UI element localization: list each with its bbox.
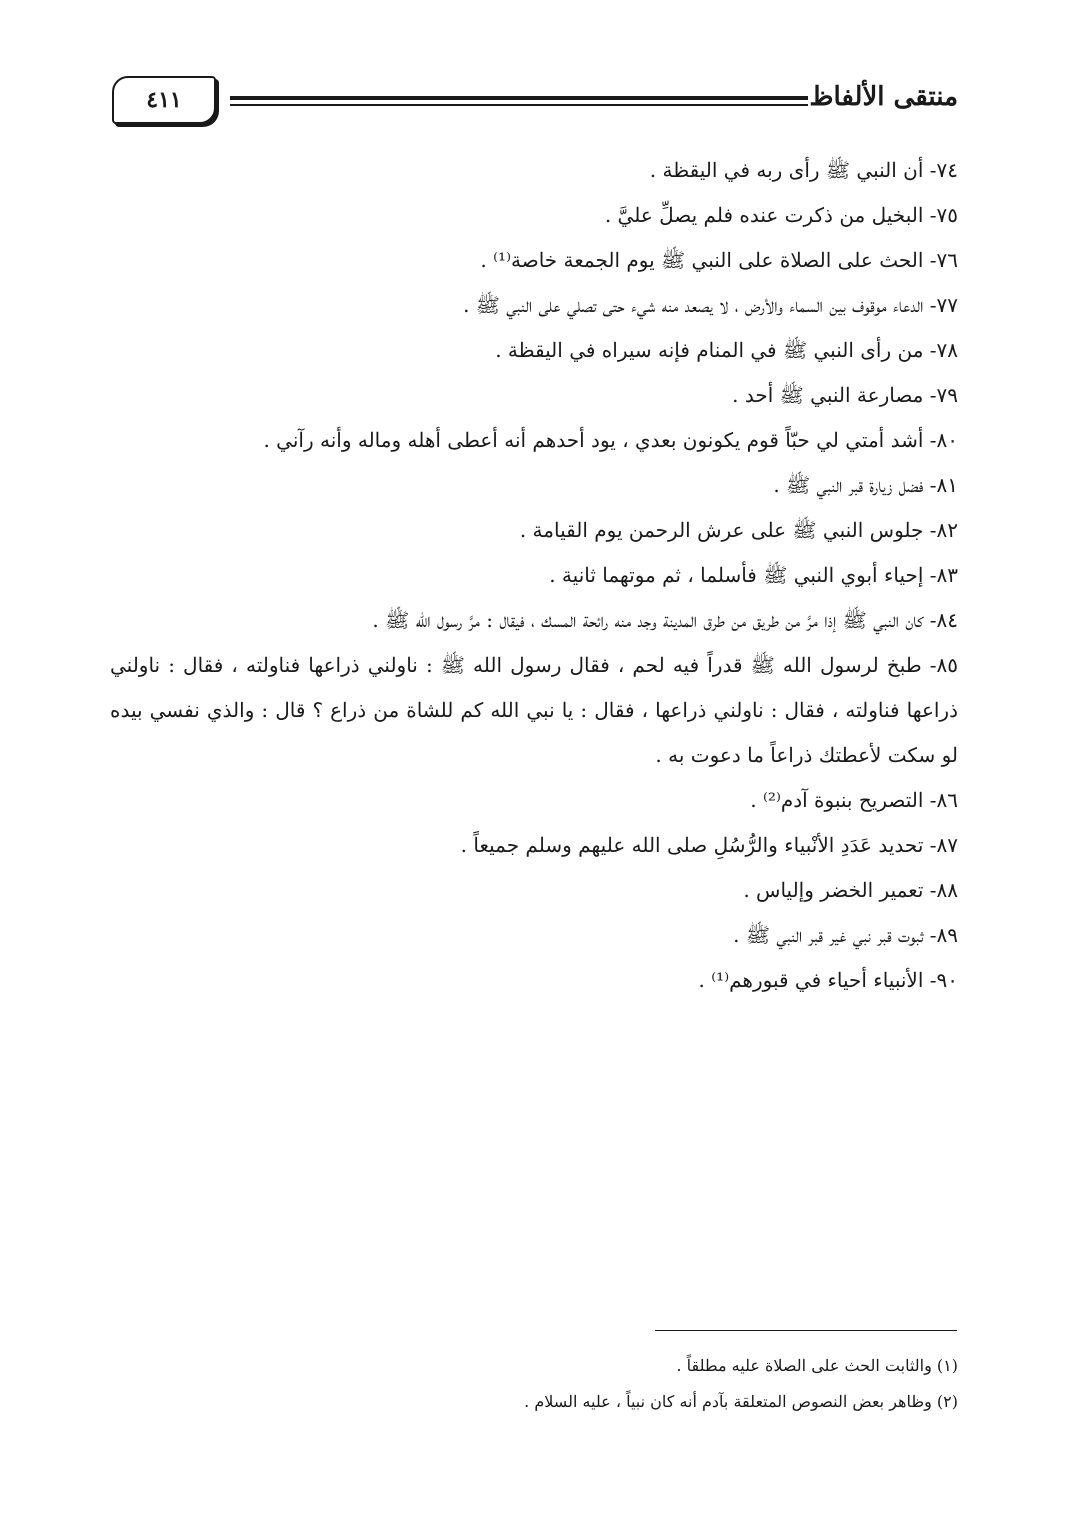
list-item: ٨٢- جلوس النبي ﷺ على عرش الرحمن يوم القيامة . [519,518,958,542]
list-item: ٨١- فضل زيارة قبر النبي ﷺ . [773,473,958,497]
list-item: ٨٦- التصريح بنبوة آدم⁽²⁾ . [750,788,958,812]
list-item: ٧٤- أن النبي ﷺ رأى ربه في اليقظة . [649,158,958,182]
page-number: ٤١١ [146,87,182,113]
footnote: (٢) وظاهر بعض النصوص المتعلقة بآدم أنه كان نبياً ، عليه السلام . [524,1392,958,1411]
footnote: (١) والثابت الحث على الصلاة عليه مطلقاً . [676,1356,958,1375]
footnotes [110,1348,958,1420]
footnote-separator [655,1330,957,1331]
list-item: ٨٩- ثبوت قبر نبي غير قبر النبي ﷺ . [733,923,958,947]
list-item: ٧٦- الحث على الصلاة على النبي ﷺ يوم الجمعة خاصة⁽¹⁾ . [480,248,958,272]
list-item: ٨٥- طبخ لرسول الله ﷺ قدراً فيه لحم ، فقال رسول الله ﷺ : ناولني ذراعها فناولته ، فقال : ناولني ذراعها فناولته ، فقال : ناولني ذراعها ، فقال : يا نبي الله كم للشاة من ذراع ؟ قال : والذي نفسي بيده لو سكت لأعطتك ذراعاً ما دعوت به . [110,653,958,767]
list-item: ٧٨- من رأى النبي ﷺ في المنام فإنه سيراه في اليقظة . [495,338,958,362]
list-item: ٨٤- كان النبي ﷺ إذا مرَّ من طريق من طرق المدينة وجد منه رائحة المسك ، فيقال : مرَّ رسول الله ﷺ . [372,608,958,632]
list-item: ٨٨- تعمير الخضر وإلياس . [743,878,958,902]
header-rule-thin [230,104,808,106]
header-rule-thick [230,96,808,100]
list-item: ٧٩- مصارعة النبي ﷺ أحد . [732,383,958,407]
book-title: منتقى الألفاظ [809,82,958,112]
list-item: ٨٠- أشد أمتي لي حبّاً قوم يكونون بعدي ، يود أحدهم أنه أعطى أهله وماله وأنه رآني . [263,428,958,452]
list-item: ٨٣- إحياء أبوي النبي ﷺ فأسلما ، ثم موتهما ثانية . [549,563,958,587]
list-item: ٨٧- تحديد عَدَدِ الأنْبياء والرُّسُلِ صلى الله عليهم وسلم جميعاً . [460,833,958,857]
list-item: ٩٠- الأنبياء أحياء في قبورهم⁽¹⁾ . [698,968,958,992]
list-item: ٧٧- الدعاء موقوف بين السماء والأرض ، لا يصعد منه شيء حتى تصلي على النبي ﷺ . [463,293,958,317]
page-number-frame [112,76,216,124]
page-header [112,68,958,132]
list-item: ٧٥- البخيل من ذكرت عنده فلم يصلِّ عليَّ . [604,203,958,227]
main-text [110,148,958,1003]
